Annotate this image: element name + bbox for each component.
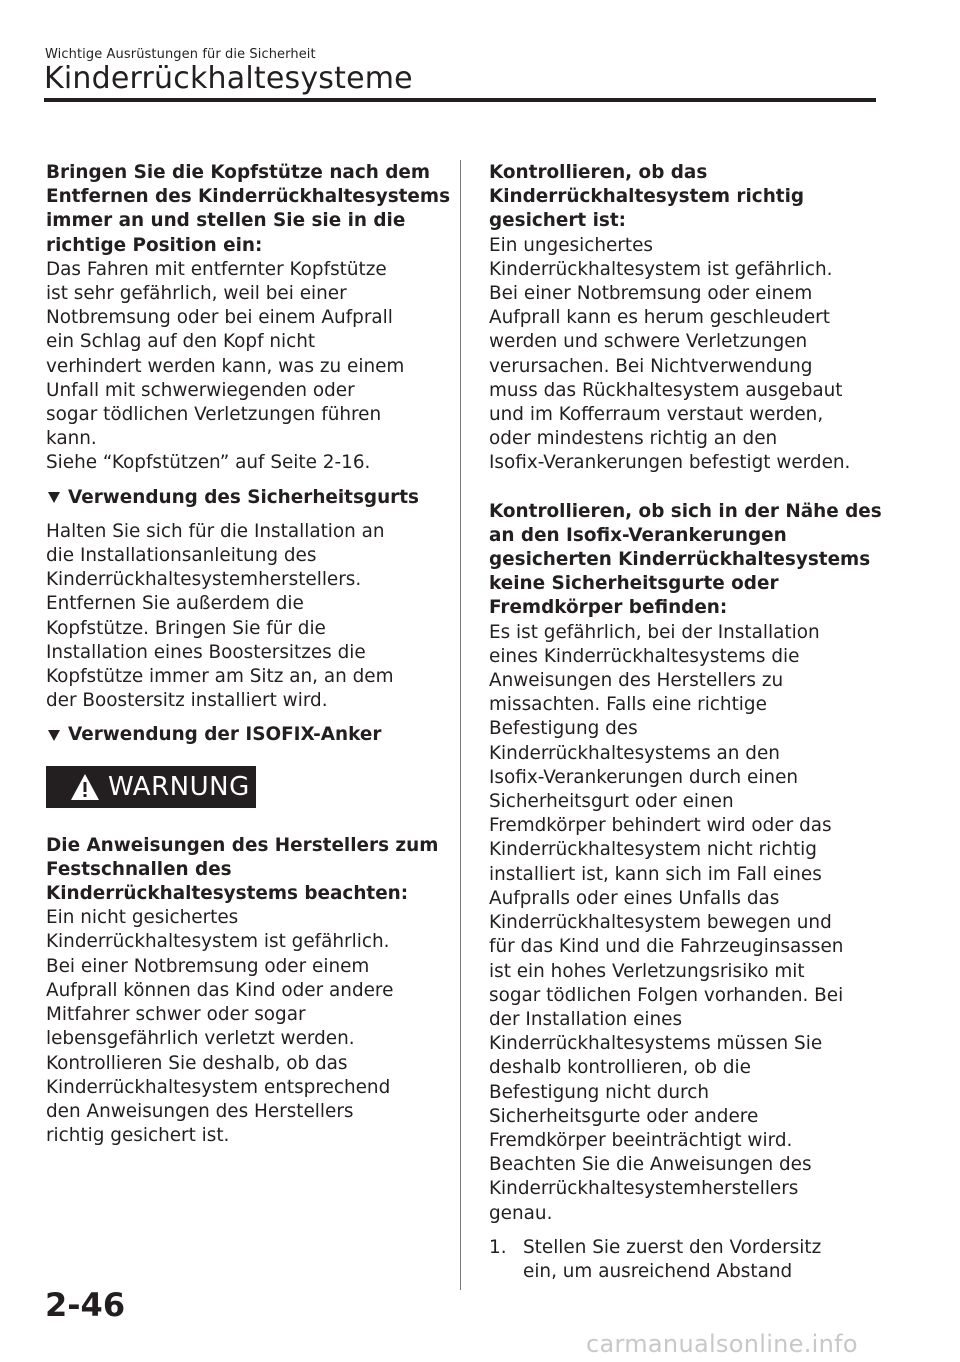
- cross-reference: Siehe “Kopfstützen” auf Seite 2-16.: [46, 452, 371, 474]
- text-line: Kontrollieren Sie deshalb, ob das: [46, 1052, 348, 1074]
- text-line: gesichert ist:: [489, 210, 627, 232]
- text-line: für das Kind und die Fahrzeuginsassen: [489, 936, 844, 958]
- text-line: Ein ungesichertes: [489, 234, 653, 256]
- text-line: ein Schlag auf den Kopf nicht: [46, 331, 316, 353]
- text-line: installiert ist, kann sich im Fall eines: [489, 863, 822, 885]
- text-line: sogar tödlichen Verletzungen führen: [46, 404, 382, 426]
- text-line: richtig gesichert ist.: [46, 1125, 230, 1147]
- warning-badge: [46, 766, 256, 808]
- watermark: carmanualsonline.info: [586, 1330, 858, 1358]
- text-line: werden und schwere Verletzungen: [489, 331, 808, 353]
- text-line: Kinderrückhaltesystems an den: [489, 742, 780, 764]
- text-line: Sicherheitsgurt oder einen: [489, 791, 734, 813]
- text-line: Ein nicht gesichertes: [46, 907, 239, 929]
- text-line: Entfernen des Kinderrückhaltesystems: [46, 186, 451, 208]
- text-line: gesicherten Kinderrückhaltesystems: [489, 549, 871, 571]
- text-line: die Installationsanleitung des: [46, 545, 317, 567]
- text-line: deshalb kontrollieren, ob die: [489, 1057, 751, 1079]
- text-line: genau.: [489, 1202, 553, 1224]
- text-line: lebensgefährlich verletzt werden.: [46, 1028, 355, 1050]
- left-column: [46, 161, 451, 1148]
- text-line: Aufprall kann es herum geschleudert: [489, 307, 830, 329]
- triangle-down-icon: [48, 492, 60, 503]
- text-line: Aufprall können das Kind oder andere: [46, 979, 394, 1001]
- text-line: Mitfahrer schwer oder sogar: [46, 1004, 306, 1026]
- obstruction-check-text: [489, 621, 884, 1226]
- step-number: 1.: [489, 1236, 507, 1258]
- step-text: [523, 1236, 821, 1284]
- text-line: Sicherheitsgurte oder andere: [489, 1105, 759, 1127]
- right-column: [489, 161, 884, 1284]
- text-line: Kinderrückhaltesystem ist gefährlich.: [489, 258, 833, 280]
- text-line: immer an und stellen Sie sie in die: [46, 210, 406, 232]
- text-line: sogar tödlichen Folgen vorhanden. Bei: [489, 984, 844, 1006]
- numbered-step: [489, 1236, 884, 1284]
- text-line: Isofix-Verankerungen durch einen: [489, 766, 799, 788]
- warning-heading: [46, 834, 441, 907]
- page-title: Kinderrückhaltesysteme: [44, 61, 413, 96]
- obstruction-check-heading: [489, 500, 884, 621]
- text-line: Kopfstütze. Bringen Sie für die: [46, 617, 326, 639]
- text-line: Notbremsung oder bei einem Aufprall: [46, 307, 393, 329]
- text-line: an den Isofix-Verankerungen: [489, 524, 787, 546]
- text-line: missachten. Falls eine richtige: [489, 694, 767, 716]
- page-number: 2-46: [45, 1286, 126, 1324]
- text-line: Bei einer Notbremsung oder einem: [489, 283, 813, 305]
- warning-label: WARNUNG: [108, 771, 250, 802]
- text-line: Kinderrückhaltesystem richtig: [489, 186, 805, 208]
- text-line: Fremdkörper befinden:: [489, 597, 728, 619]
- warning-icon: [70, 773, 100, 801]
- text-line: Befestigung des: [489, 718, 638, 740]
- section-breadcrumb: Wichtige Ausrüstungen für die Sicherheit: [45, 47, 316, 62]
- text-line: Es ist gefährlich, bei der Installation: [489, 621, 820, 643]
- text-line: Kinderrückhaltesystem entsprechend: [46, 1076, 391, 1098]
- text-line: verhindert werden kann, was zu einem: [46, 355, 405, 377]
- text-line: eines Kinderrückhaltesystems die: [489, 645, 800, 667]
- text-line: Stellen Sie zuerst den Vordersitz: [523, 1236, 822, 1258]
- text-line: Kinderrückhaltesystemherstellers.: [46, 569, 362, 591]
- text-line: Fremdkörper beeinträchtigt wird.: [489, 1129, 793, 1151]
- text-line: Kinderrückhaltesystem ist gefährlich.: [46, 931, 390, 953]
- isofix-subheading: [46, 723, 441, 747]
- text-line: den Anweisungen des Herstellers: [46, 1100, 354, 1122]
- triangle-down-icon: [48, 730, 60, 741]
- text-line: Beachten Sie die Anweisungen des: [489, 1154, 812, 1176]
- text-line: Kontrollieren, ob das: [489, 162, 708, 183]
- text-line: Aufpralls oder eines Unfalls das: [489, 887, 780, 909]
- text-line: Kinderrückhaltesystem bewegen und: [489, 912, 832, 934]
- text-line: richtige Position ein:: [46, 234, 263, 256]
- text-line: ist ein hohes Verletzungsrisiko mit: [489, 960, 805, 982]
- text-line: muss das Rückhaltesystem ausgebaut: [489, 379, 843, 401]
- subheading-label: Verwendung des Sicherheitsgurts: [68, 486, 419, 508]
- secure-check-text: [489, 234, 884, 476]
- text-line: ist sehr gefährlich, weil bei einer: [46, 283, 347, 305]
- text-line: Kinderrückhaltesystemherstellers: [489, 1178, 799, 1200]
- headrest-warning-heading: [46, 161, 451, 258]
- text-line: Das Fahren mit entfernter Kopfstütze: [46, 258, 387, 280]
- text-line: Unfall mit schwerwiegenden oder: [46, 379, 355, 401]
- subheading-label: Verwendung der ISOFIX-Anker: [68, 724, 382, 746]
- text-line: keine Sicherheitsgurte oder: [489, 573, 779, 595]
- seatbelt-subheading: [46, 486, 441, 510]
- column-divider: [460, 160, 461, 1290]
- text-line: Kopfstütze immer am Sitz an, an dem: [46, 666, 394, 688]
- text-line: Die Anweisungen des Herstellers zum: [46, 834, 439, 856]
- text-line: Kinderrückhaltesystems beachten:: [46, 883, 409, 905]
- header-rule: [44, 98, 876, 102]
- text-line: Kinderrückhaltesystem nicht richtig: [489, 839, 817, 861]
- text-line: Kinderrückhaltesystems müssen Sie: [489, 1033, 823, 1055]
- text-line: Installation eines Boostersitzes die: [46, 641, 366, 663]
- text-line: Halten Sie sich für die Installation an: [46, 520, 385, 542]
- text-line: Kontrollieren, ob sich in der Nähe des: [489, 500, 882, 522]
- text-line: Entfernen Sie außerdem die: [46, 593, 304, 615]
- text-line: Bei einer Notbremsung oder einem: [46, 955, 370, 977]
- text-line: der Installation eines: [489, 1008, 683, 1030]
- text-line: Isofix-Verankerungen befestigt werden.: [489, 452, 851, 474]
- text-line: ein, um ausreichend Abstand: [523, 1260, 793, 1282]
- seatbelt-text: [46, 520, 441, 714]
- headrest-warning-text: [46, 258, 441, 476]
- text-line: und im Kofferraum verstaut werden,: [489, 404, 824, 426]
- text-line: der Boostersitz installiert wird.: [46, 690, 328, 712]
- text-line: Festschnallen des: [46, 858, 232, 880]
- secure-check-heading: [489, 161, 884, 234]
- text-line: kann.: [46, 428, 97, 450]
- text-line: Anweisungen des Herstellers zu: [489, 670, 784, 692]
- text-line: Fremdkörper behindert wird oder das: [489, 815, 832, 837]
- text-line: verursachen. Bei Nichtverwendung: [489, 355, 813, 377]
- text-line: Bringen Sie die Kopfstütze nach dem: [46, 162, 431, 183]
- warning-text: [46, 906, 441, 1148]
- text-line: oder mindestens richtig an den: [489, 428, 778, 450]
- text-line: Befestigung nicht durch: [489, 1081, 709, 1103]
